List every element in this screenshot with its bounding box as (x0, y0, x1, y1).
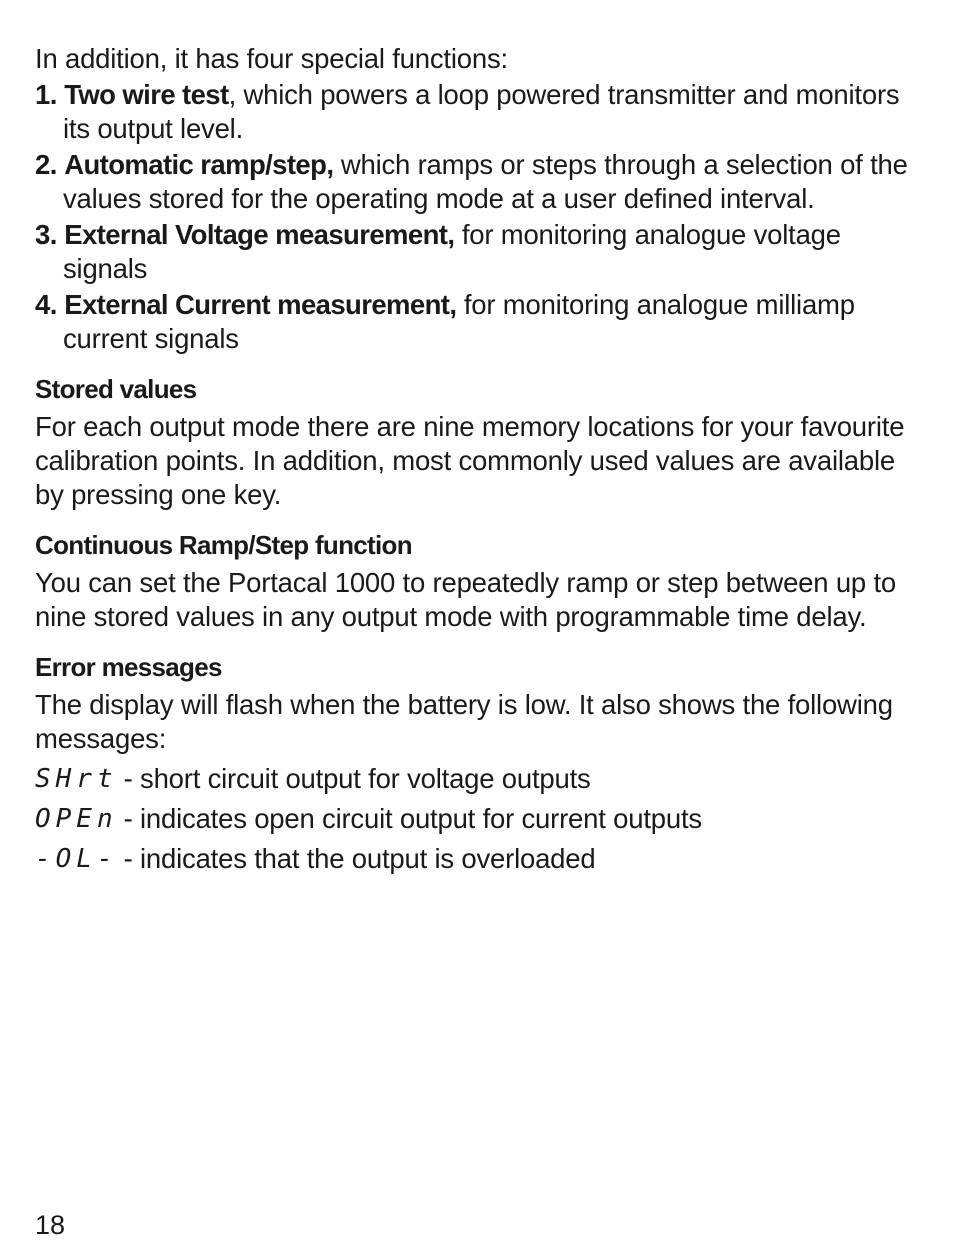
error-message-item (35, 802, 925, 836)
function-item (35, 78, 925, 146)
function-number: 2. (35, 149, 57, 180)
page-content (35, 42, 925, 876)
lcd-code-overload: -OL- (35, 844, 118, 874)
lcd-code-short: SHrt (35, 764, 118, 794)
ramp-step-heading: Continuous Ramp/Step function (35, 530, 412, 560)
function-item (35, 218, 925, 286)
function-term: Automatic ramp/step, (64, 149, 334, 180)
function-number: 4. (35, 289, 57, 320)
function-item (35, 148, 925, 216)
error-messages-heading: Error messages (35, 652, 222, 682)
error-message-description: - indicates open circuit output for current outputs (123, 803, 702, 834)
function-description: for monitoring analogue voltage signals (63, 219, 841, 284)
function-description: , which powers a loop powered transmitter and monitors its output level. (63, 79, 900, 144)
intro-text: In addition, it has four special functions: (35, 43, 508, 74)
stored-values-heading: Stored values (35, 374, 197, 404)
function-number: 1. (35, 79, 57, 110)
error-messages-section (35, 650, 925, 876)
function-number: 3. (35, 219, 57, 250)
error-message-item (35, 762, 925, 796)
error-message-description: - indicates that the output is overloaded (123, 843, 596, 874)
special-functions-list (35, 78, 925, 356)
lcd-code-open: OPEn (35, 804, 118, 834)
stored-values-section (35, 372, 925, 512)
function-item (35, 288, 925, 356)
stored-values-body: For each output mode there are nine memory locations for your favourite calibration points. In addition, most commonly used values are available by pressing one key. (35, 411, 905, 510)
error-messages-body: The display will flash when the battery is low. It also shows the following messages: (35, 689, 893, 754)
function-description: for monitoring analogue milliamp current signals (63, 289, 855, 354)
ramp-step-body: You can set the Portacal 1000 to repeatedly ramp or step between up to nine stored values in any output mode with programmable time delay. (35, 567, 896, 632)
function-term: Two wire test (64, 79, 229, 110)
error-message-item (35, 842, 925, 876)
ramp-step-section (35, 528, 925, 634)
page-number: 18 (35, 1210, 66, 1240)
error-message-description: - short circuit output for voltage outputs (123, 763, 591, 794)
function-term: External Current measurement, (64, 289, 457, 320)
function-description: which ramps or steps through a selection of the values stored for the operating mode at a user defined interval. (63, 149, 908, 214)
function-term: External Voltage measurement, (64, 219, 455, 250)
